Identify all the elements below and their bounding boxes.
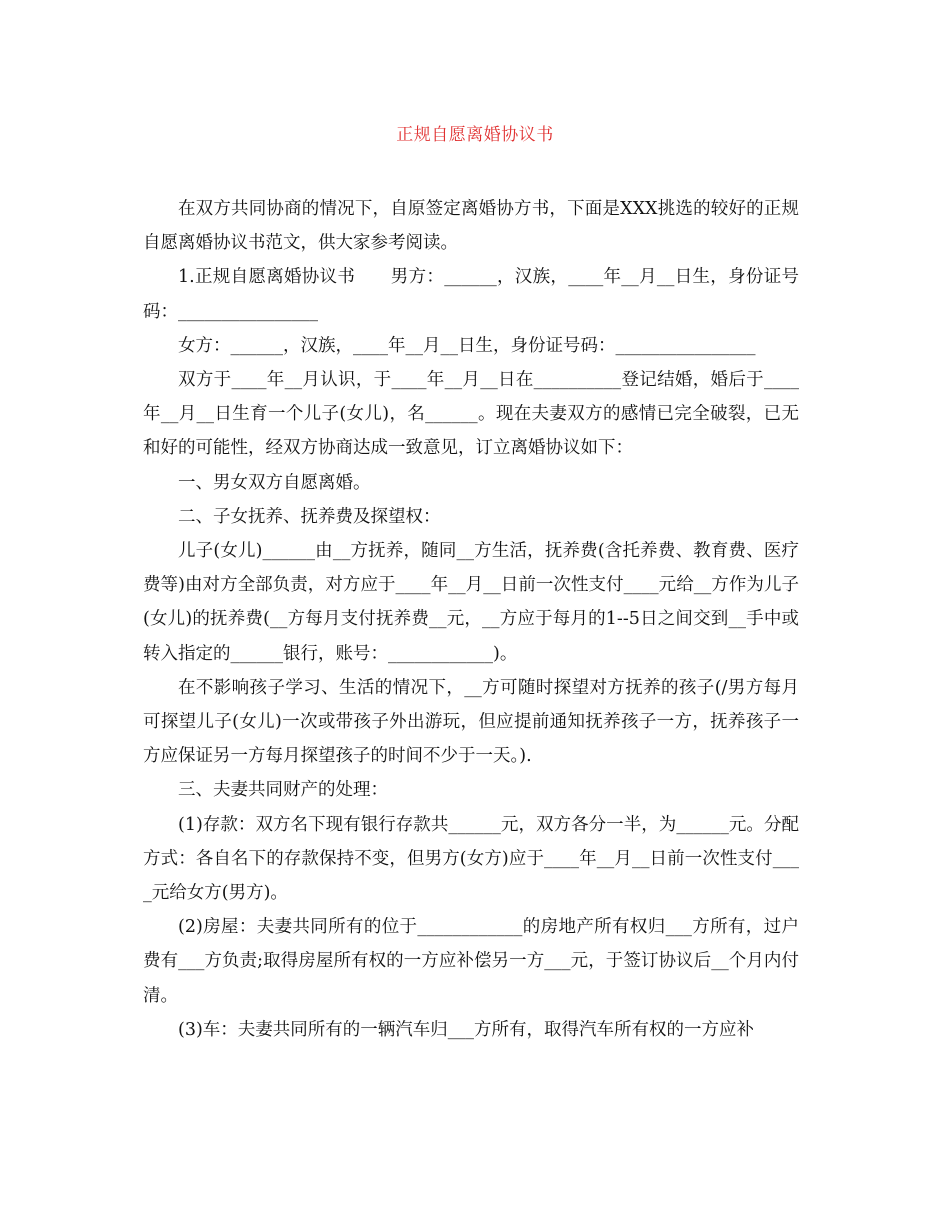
section-heading-divorce: 一、男女双方自愿离婚。 <box>178 472 371 493</box>
paragraph-deposits: (1)存款：双方名下现有银行存款共______元，双方各分一半，为______元。分配方式：各自名下的存款保持不变，但男方(女方)应于____年__月__日前一次性支付____元给女方(男方)。 <box>143 814 799 904</box>
paragraph-male-party: 1.正规自愿离婚协议书 男方：______，汉族，____年__月__日生，身份证号码：________________ <box>143 267 799 322</box>
document-body <box>143 192 799 1047</box>
paragraph-intro: 在双方共同协商的情况下，自原签定离婚协方书，下面是XXX挑选的较好的正规自愿离婚协议书范文，供大家参考阅读。 <box>143 199 799 254</box>
paragraph-custody-support: 儿子(女儿)______由__方抚养，随同__方生活，抚养费(含托养费、教育费、医疗费等)由对方全部负责，对方应于____年__月__日前一次性支付____元给__方作为儿子(女儿)的抚养费(__方每月支付抚养费__元，__方应于每月的1--5日之间交到__手中或转入指定的______银行，账号：____________)。 <box>143 541 799 664</box>
paragraph-female-party: 女方：______，汉族，____年__月__日生，身份证号码：________________ <box>178 335 756 356</box>
paragraph-visitation: 在不影响孩子学习、生活的情况下，__方可随时探望对方抚养的孩子(/男方每月可探望儿子(女儿)一次或带孩子外出游玩，但应提前通知抚养孩子一方，抚养孩子一方应保证另一方每月探望孩子的时间不少于一天。). <box>143 677 799 767</box>
section-heading-custody: 二、子女抚养、抚养费及探望权： <box>178 506 441 527</box>
paragraph-house: (2)房屋：夫妻共同所有的位于____________的房地产所有权归___方所有，过户费有___方负责;取得房屋所有权的一方应补偿另一方___元，于签订协议后__个月内付清。 <box>143 917 799 1006</box>
document-title: 正规自愿离婚协议书 <box>396 125 554 145</box>
section-heading-property: 三、夫妻共同财产的处理： <box>178 780 388 801</box>
paragraph-marriage-info: 双方于____年__月认识，于____年__月__日在__________登记结婚，婚后于____年__月__日生育一个儿子(女儿)，名______。现在夫妻双方的感情已完全破裂，已无和好的可能性，经双方协商达成一致意见，订立离婚协议如下： <box>143 370 799 459</box>
paragraph-car: (3)车：夫妻共同所有的一辆汽车归___方所有，取得汽车所有权的一方应补 <box>178 1019 755 1040</box>
